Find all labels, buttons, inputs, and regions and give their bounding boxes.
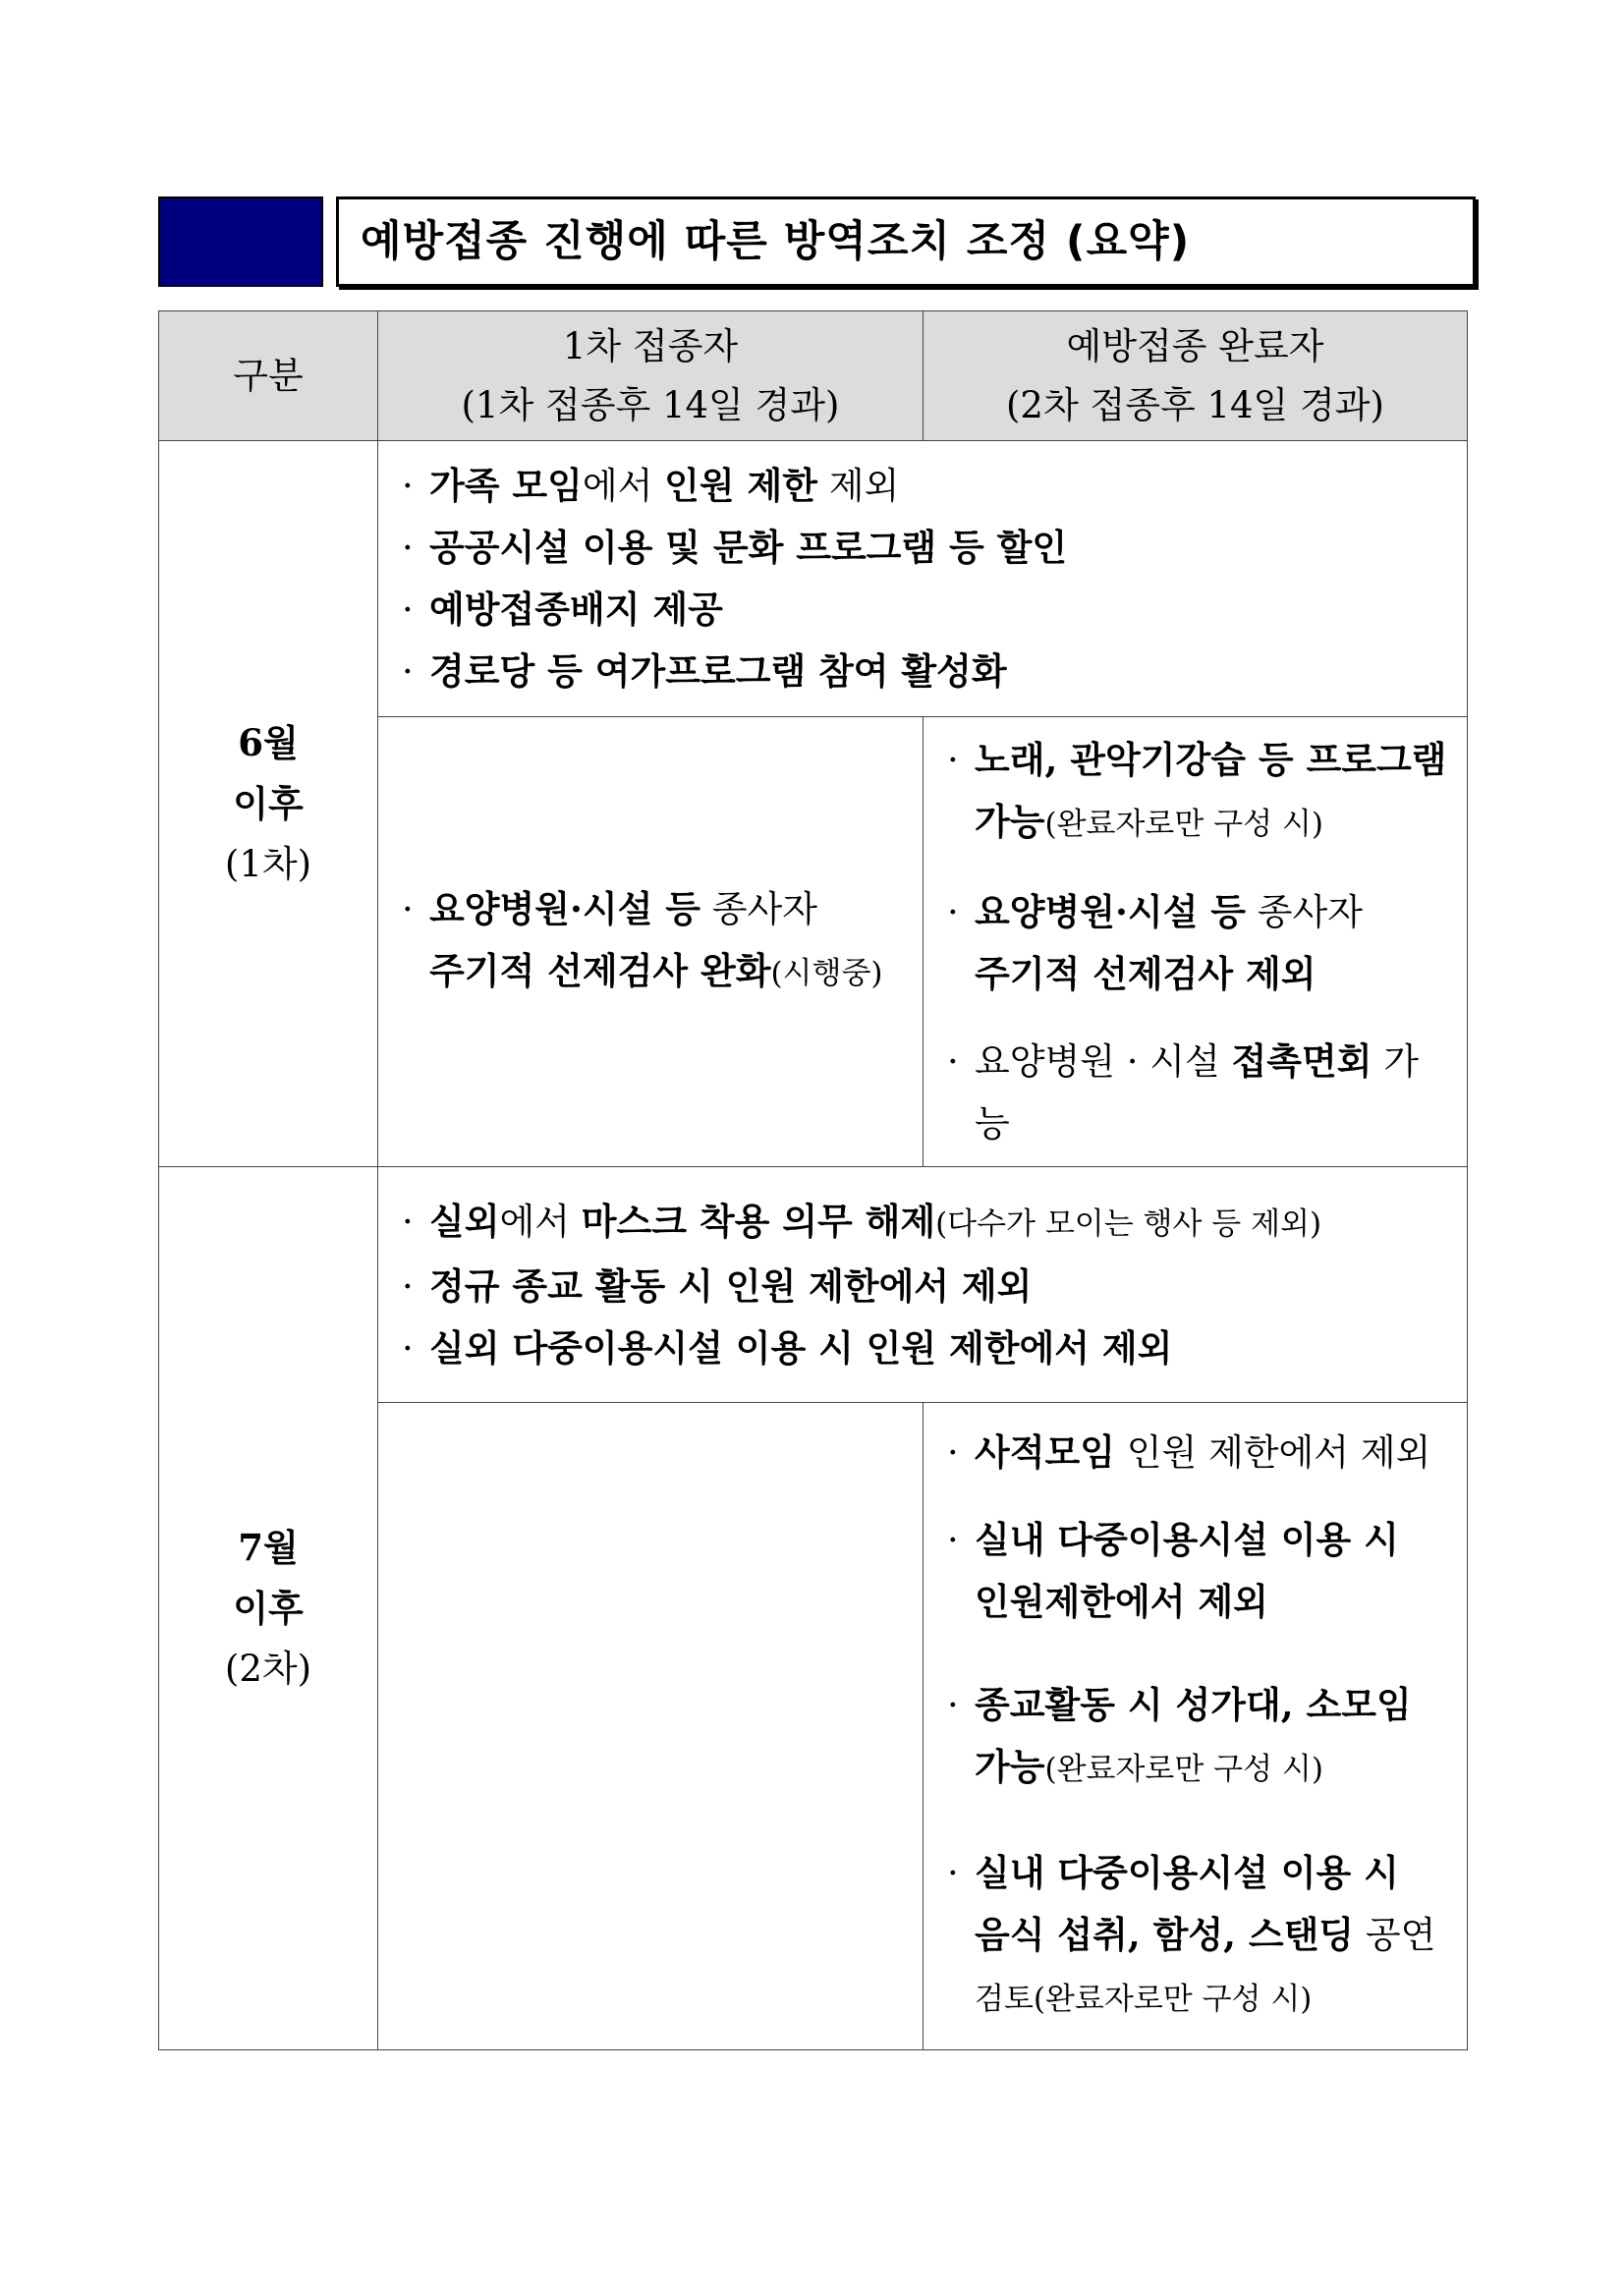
header-complete-line1: 예방접종 완료자 <box>1066 324 1324 367</box>
phase2-complete-cell <box>924 1403 1468 2050</box>
phase1-label <box>159 441 378 1167</box>
phase1-common-cell <box>378 441 1468 717</box>
header-complete-line2: (2차 접종후 14일 경과) <box>1006 383 1384 426</box>
list-item: · 예방접종배지 제공 <box>400 579 1453 641</box>
list-item: · 실내 다중이용시설 이용 시 음식 섭취, 함성, 스탠딩 공연 검토(완료자로만 구성 시) <box>945 1842 1453 2031</box>
list-item: · 요양병원·시설 등 종사자 주기적 선제검사 완화(시행중) <box>400 878 909 1005</box>
list-item: · 요양병원·시설 등 종사자 주기적 선제검사 제외 <box>945 881 1453 1005</box>
list-item: · 종교활동 시 성가대, 소모임 가능(완료자로만 구성 시) <box>945 1674 1453 1801</box>
list-item: · 실외 다중이용시설 이용 시 인원 제한에서 제외 <box>400 1317 1453 1379</box>
phase1-label-round: (1차) <box>224 843 312 885</box>
header-first-dose <box>378 311 924 441</box>
phase2-first-dose-cell <box>378 1403 924 2050</box>
title-block <box>158 196 1476 287</box>
phase2-label-after: 이후 <box>233 1587 304 1630</box>
phase2-label-month: 7월 <box>238 1526 299 1569</box>
list-item: · 사적모임 인원 제한에서 제외 <box>945 1422 1453 1484</box>
phase1-complete-cell <box>924 717 1468 1167</box>
phase1-first-dose-cell <box>378 717 924 1167</box>
summary-table <box>158 310 1468 2050</box>
phase1-label-month: 6월 <box>238 721 299 764</box>
list-item: · 가족 모임에서 인원 제한 제외 <box>400 455 1453 517</box>
phase2-common-row <box>159 1167 1468 1403</box>
header-category: 구분 <box>159 311 378 441</box>
header-complete <box>924 311 1468 441</box>
list-item: · 정규 종교 활동 시 인원 제한에서 제외 <box>400 1256 1453 1317</box>
header-first-dose-line2: (1차 접종후 14일 경과) <box>461 383 840 426</box>
title-accent-block <box>158 196 323 287</box>
phase2-label <box>159 1167 378 2050</box>
phase2-common-cell <box>378 1167 1468 1403</box>
phase2-label-round: (2차) <box>224 1648 312 1690</box>
list-item: · 경로당 등 여가프로그램 참여 활성화 <box>400 641 1453 702</box>
phase1-label-after: 이후 <box>233 782 304 825</box>
list-item: · 공공시설 이용 및 문화 프로그램 등 할인 <box>400 517 1453 579</box>
list-item: · 실내 다중이용시설 이용 시 인원제한에서 제외 <box>945 1509 1453 1633</box>
list-item: · 요양병원 · 시설 접촉면회 가능 <box>945 1031 1453 1154</box>
phase1-common-row <box>159 441 1468 717</box>
list-item: · 노래, 관악기강습 등 프로그램 가능(완료자로만 구성 시) <box>945 729 1453 856</box>
table-header-row <box>159 311 1468 441</box>
header-first-dose-line1: 1차 접종자 <box>562 324 739 367</box>
list-item: · 실외에서 마스크 착용 의무 해제(다수가 모이는 행사 등 제외) <box>400 1191 1453 1256</box>
document-title: 예방접종 진행에 따른 방역조치 조정 (요약) <box>336 196 1476 287</box>
